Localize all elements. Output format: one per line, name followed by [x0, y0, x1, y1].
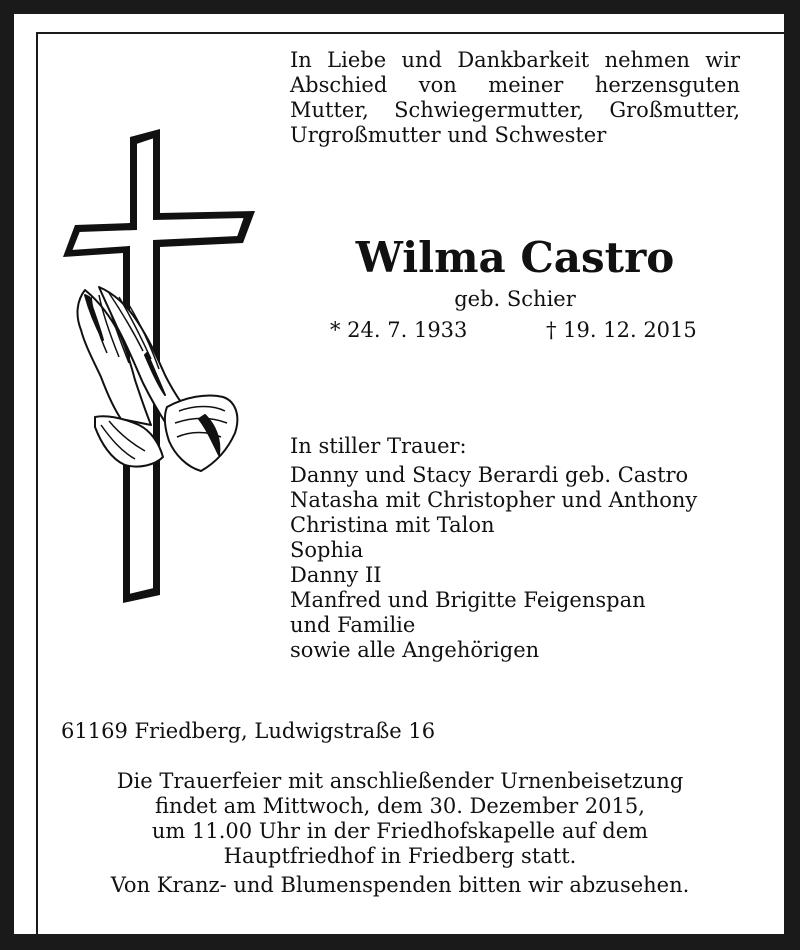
intro-line: Mutter, Schwiegermutter, Großmutter, — [290, 98, 740, 122]
service-line: um 11.00 Uhr in der Friedhofskapelle auf dem — [151, 819, 649, 843]
birth-date: * 24. 7. 1933 — [330, 318, 468, 342]
mourner-entry: und Familie — [290, 613, 416, 637]
intro-line: In Liebe und Dankbarkeit nehmen wir — [290, 48, 740, 72]
intro-line: Urgroßmutter und Schwester — [290, 123, 607, 147]
death-date: † 19. 12. 2015 — [546, 318, 697, 342]
mourner-entry: Danny II — [290, 563, 382, 587]
mourner-entry: Danny und Stacy Berardi geb. Castro — [290, 463, 689, 487]
address: 61169 Friedberg, Ludwigstraße 16 — [61, 719, 436, 743]
service-line: findet am Mittwoch, dem 30. Dezember 2015, — [155, 794, 645, 818]
mourner-entry: sowie alle Angehörigen — [290, 638, 540, 662]
service-line: Die Trauerfeier mit anschließender Urnenbeisetzung — [116, 769, 684, 793]
mourning-title: In stiller Trauer: — [290, 434, 467, 458]
closing-note: Von Kranz- und Blumenspenden bitten wir abzusehen. — [110, 873, 690, 897]
intro-text — [290, 48, 740, 148]
service-line: Hauptfriedhof in Friedberg statt. — [223, 844, 577, 868]
birth-name: geb. Schier — [454, 287, 576, 311]
cross-emblem — [55, 125, 265, 605]
deceased-name: Wilma Castro — [355, 233, 675, 282]
mourner-entry: Manfred und Brigitte Feigenspan — [290, 588, 646, 612]
intro-line: Abschied von meiner herzensguten — [290, 73, 740, 97]
mourner-entry: Christina mit Talon — [290, 513, 495, 537]
mourner-entry: Natasha mit Christopher und Anthony — [290, 488, 698, 512]
mourner-entry: Sophia — [290, 538, 364, 562]
mourners-list — [290, 463, 697, 663]
service-info — [30, 769, 770, 869]
